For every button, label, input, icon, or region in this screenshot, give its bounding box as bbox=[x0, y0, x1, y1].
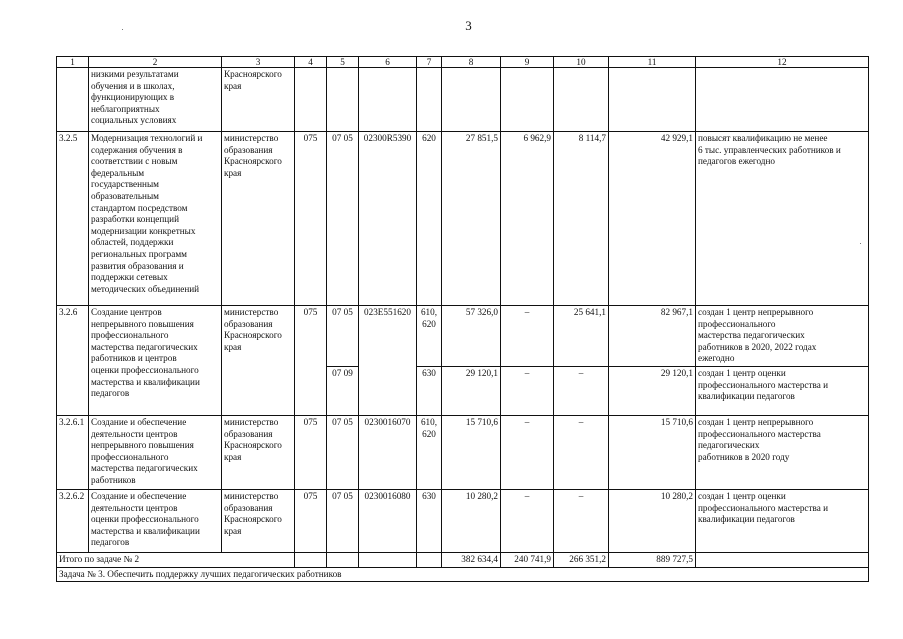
amount-2022: – bbox=[554, 366, 609, 415]
amount-2022: 8 114,7 bbox=[554, 132, 609, 306]
total-2021: 240 741,9 bbox=[501, 552, 554, 567]
row-number: 3.2.5 bbox=[57, 132, 89, 306]
target-code: 023E551620 bbox=[359, 306, 417, 416]
target-code: 02300R5390 bbox=[359, 132, 417, 306]
amount-total: 82 967,1 bbox=[609, 306, 696, 367]
event-name: Создание и обеспечение деятельности центров непрерывного повышения профессионального мастерства педагогических работников bbox=[89, 415, 222, 489]
header-cell: 8 bbox=[442, 57, 501, 68]
grbs-code: 075 bbox=[295, 132, 327, 306]
header-cell: 11 bbox=[609, 57, 696, 68]
expected-result: создан 1 центр оценки профессионального мастерства и квалификации педагогов bbox=[696, 489, 869, 552]
expense-type: 610, 620 bbox=[417, 306, 442, 367]
amount-2021: – bbox=[501, 366, 554, 415]
header-cell: 5 bbox=[327, 57, 359, 68]
amount-2022: – bbox=[554, 415, 609, 489]
section-code: 07 09 bbox=[327, 366, 359, 415]
table-row bbox=[57, 489, 869, 552]
table-row bbox=[57, 415, 869, 489]
amount-total: 29 120,1 bbox=[609, 366, 696, 415]
expense-type: 630 bbox=[417, 489, 442, 552]
amount-2022: 25 641,1 bbox=[554, 306, 609, 367]
header-cell: 6 bbox=[359, 57, 417, 68]
amount-2020: 27 851,5 bbox=[442, 132, 501, 306]
table-row bbox=[57, 68, 869, 132]
amount-2021: – bbox=[501, 306, 554, 367]
expected-result: создан 1 центр непрерывного профессионального мастерства педагогических работников в 2020 году bbox=[696, 415, 869, 489]
header-cell: 2 bbox=[89, 57, 222, 68]
amount-2022: – bbox=[554, 489, 609, 552]
target-code: 0230016080 bbox=[359, 489, 417, 552]
program-table bbox=[56, 56, 869, 582]
event-name: Создание центров непрерывного повышения профессионального мастерства педагогических работников и центров оценки профессионального мастерства и квалификации педагогов bbox=[89, 306, 222, 416]
section-code: 07 05 bbox=[327, 415, 359, 489]
event-name: низкими результатами обучения и в школах, функционирующих в неблагоприятных социальных условиях bbox=[89, 68, 222, 132]
executor: министерство образования Красноярского края bbox=[222, 132, 295, 306]
expected-result: создан 1 центр оценки профессионального мастерства и квалификации педагогов bbox=[696, 366, 869, 415]
header-cell: 1 bbox=[57, 57, 89, 68]
grbs-code: 075 bbox=[295, 306, 327, 416]
target-code: 0230016070 bbox=[359, 415, 417, 489]
amount-2020: 29 120,1 bbox=[442, 366, 501, 415]
amount-2020: 15 710,6 bbox=[442, 415, 501, 489]
header-cell: 3 bbox=[222, 57, 295, 68]
total-sum: 889 727,5 bbox=[609, 552, 696, 567]
row-number: 3.2.6.1 bbox=[57, 415, 89, 489]
header-cell: 9 bbox=[501, 57, 554, 68]
row-number: 3.2.6 bbox=[57, 306, 89, 416]
event-name: Модернизация технологий и содержания обучения в соответствии с новым федеральным государственным образовательным стандартом посредством разработки концепций модернизации конкретных областей, поддержки региональных программ развития образования и поддержки сетевых методических объединений bbox=[89, 132, 222, 306]
amount-2021: – bbox=[501, 489, 554, 552]
event-name: Создание и обеспечение деятельности центров оценки профессионального мастерства и квалификации педагогов bbox=[89, 489, 222, 552]
amount-2020: 57 326,0 bbox=[442, 306, 501, 367]
page-number: 3 bbox=[465, 18, 472, 33]
executor: министерство образования Красноярского края bbox=[222, 306, 295, 416]
amount-total: 10 280,2 bbox=[609, 489, 696, 552]
expense-type: 630 bbox=[417, 366, 442, 415]
table-row bbox=[57, 132, 869, 306]
header-cell: 12 bbox=[696, 57, 869, 68]
executor: министерство образования Красноярского края bbox=[222, 415, 295, 489]
scan-speck bbox=[122, 29, 123, 30]
expected-result: создан 1 центр непрерывного профессионального мастерства педагогических работников в 2020, 2022 годах ежегодно bbox=[696, 306, 869, 367]
amount-2020: 10 280,2 bbox=[442, 489, 501, 552]
total-2022: 266 351,2 bbox=[554, 552, 609, 567]
header-cell: 7 bbox=[417, 57, 442, 68]
amount-2021: – bbox=[501, 415, 554, 489]
expected-result: повысят квалификацию не менее 6 тыс. управленческих работников и педагогов ежегодно bbox=[696, 132, 869, 306]
executor: министерство образования Красноярского края bbox=[222, 489, 295, 552]
task-row bbox=[57, 567, 869, 582]
total-row bbox=[57, 552, 869, 567]
amount-total: 15 710,6 bbox=[609, 415, 696, 489]
section-code: 07 05 bbox=[327, 489, 359, 552]
section-code: 07 05 bbox=[327, 132, 359, 306]
header-cell: 4 bbox=[295, 57, 327, 68]
row-number: 3.2.6.2 bbox=[57, 489, 89, 552]
executor: Красноярского края bbox=[222, 68, 295, 132]
grbs-code: 075 bbox=[295, 415, 327, 489]
table-row bbox=[57, 306, 869, 367]
total-label: Итого по задаче № 2 bbox=[57, 552, 295, 567]
expense-type: 610, 620 bbox=[417, 415, 442, 489]
header-cell: 10 bbox=[554, 57, 609, 68]
amount-2021: 6 962,9 bbox=[501, 132, 554, 306]
expense-type: 620 bbox=[417, 132, 442, 306]
amount-total: 42 929,1 bbox=[609, 132, 696, 306]
header-row bbox=[57, 57, 869, 68]
task-title: Задача № 3. Обеспечить поддержку лучших педагогических работников bbox=[57, 567, 869, 582]
grbs-code: 075 bbox=[295, 489, 327, 552]
section-code: 07 05 bbox=[327, 306, 359, 367]
total-2020: 382 634,4 bbox=[442, 552, 501, 567]
